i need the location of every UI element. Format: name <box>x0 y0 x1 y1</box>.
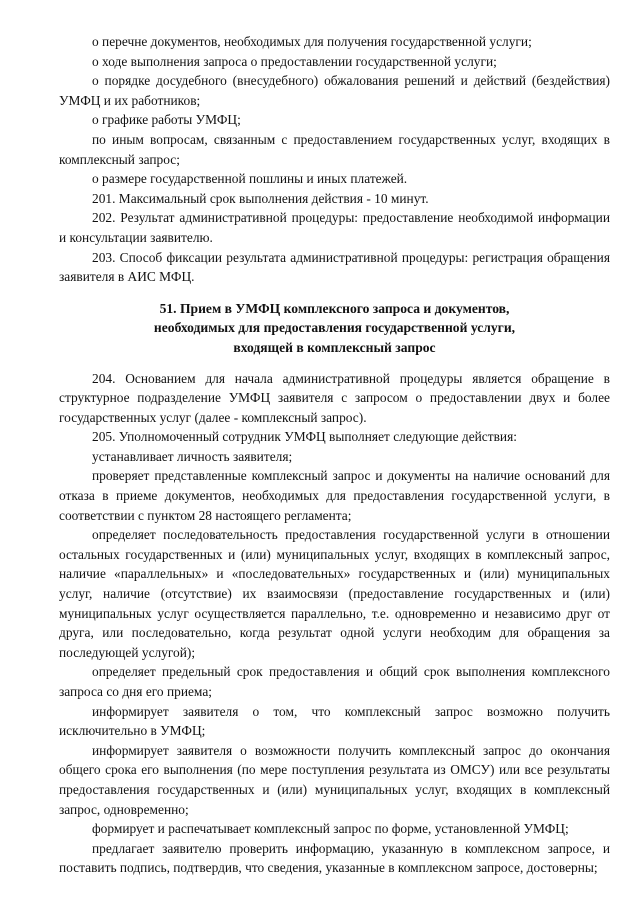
paragraph: проверяет представленные комплексный запрос и документы на наличие оснований для отказа в приеме документов, необходимых для предоставления государственной услуги, в соответствии с пунктом 28 настоящего регламента; <box>59 468 610 523</box>
paragraph: определяет последовательность предоставления государственной услуги в отношении остальных государственных и (или) муниципальных услуг, входящих в комплексный запрос, наличие «параллельных» и «последовательных» государственных и (или) муниципальных услуг, наличие (отсутствие) их взаимосвязи (предоставление государственных и (или) муниципальных услуг осуществляется параллельно, т.е. одновременно и независимо друг от друга, или последовательно, когда результат одной услуги необходим для обращения за последующей услугой); <box>59 527 610 660</box>
paragraph: информирует заявителя о том, что комплексный запрос возможно получить исключительно в УМФЦ; <box>59 703 610 739</box>
paragraph: предлагает заявителю проверить информацию, указанную в комплексном запросе, и поставить подпись, подтвердив, что сведения, указанные в комплексном запросе, достоверны; <box>59 840 610 876</box>
document-body <box>59 32 610 878</box>
section-heading-line: входящей в комплексный запрос <box>233 339 436 355</box>
paragraph: о графике работы УМФЦ; <box>92 112 241 128</box>
paragraph: 201. Максимальный срок выполнения действия - 10 минут. <box>92 190 429 206</box>
paragraph: определяет предельный срок предоставления и общий срок выполнения комплексного запроса со дня его приема; <box>59 664 610 699</box>
section-heading <box>59 299 610 358</box>
paragraph: устанавливает личность заявителя; <box>92 448 293 464</box>
paragraph: о порядке досудебного (внесудебного) обжалования решений и действий (бездействия) УМФЦ и их работников; <box>59 73 610 108</box>
section-heading-line: необходимых для предоставления государственной услуги, <box>153 320 516 336</box>
paragraph: 205. Уполномоченный сотрудник УМФЦ выполняет следующие действия: <box>92 429 517 445</box>
paragraph: о размере государственной пошлины и иных платежей. <box>92 171 408 187</box>
paragraph: о перечне документов, необходимых для получения государственной услуги; <box>92 34 532 49</box>
paragraph: формирует и распечатывает комплексный запрос по форме, установленной УМФЦ; <box>92 821 569 837</box>
paragraph: по иным вопросам, связанным с предоставлением государственных услуг, входящих в комплексный запрос; <box>59 131 610 167</box>
paragraph: 203. Способ фиксации результата административной процедуры: регистрация обращения заявителя в АИС МФЦ. <box>59 249 610 285</box>
paragraph: 204. Основанием для начала административной процедуры является обращение в структурное подразделение УМФЦ заявителя с запросом о предоставлении двух и более государственных услуг (далее - комплексный запрос). <box>59 370 610 425</box>
paragraph: о ходе выполнения запроса о предоставлении государственной услуги; <box>92 53 497 69</box>
paragraph: 202. Результат административной процедуры: предоставление необходимой информации и консультации заявителю. <box>59 210 610 245</box>
section-heading-line: 51. Прием в УМФЦ комплексного запроса и документов, <box>159 300 510 316</box>
paragraph: информирует заявителя о возможности получить комплексный запрос до окончания общего срока его выполнения (по мере поступления результата из ОМСУ) или все результаты предоставления государственных и (или) муниципальных услуг, входящих в комплексный запрос, одновременно; <box>59 742 610 817</box>
